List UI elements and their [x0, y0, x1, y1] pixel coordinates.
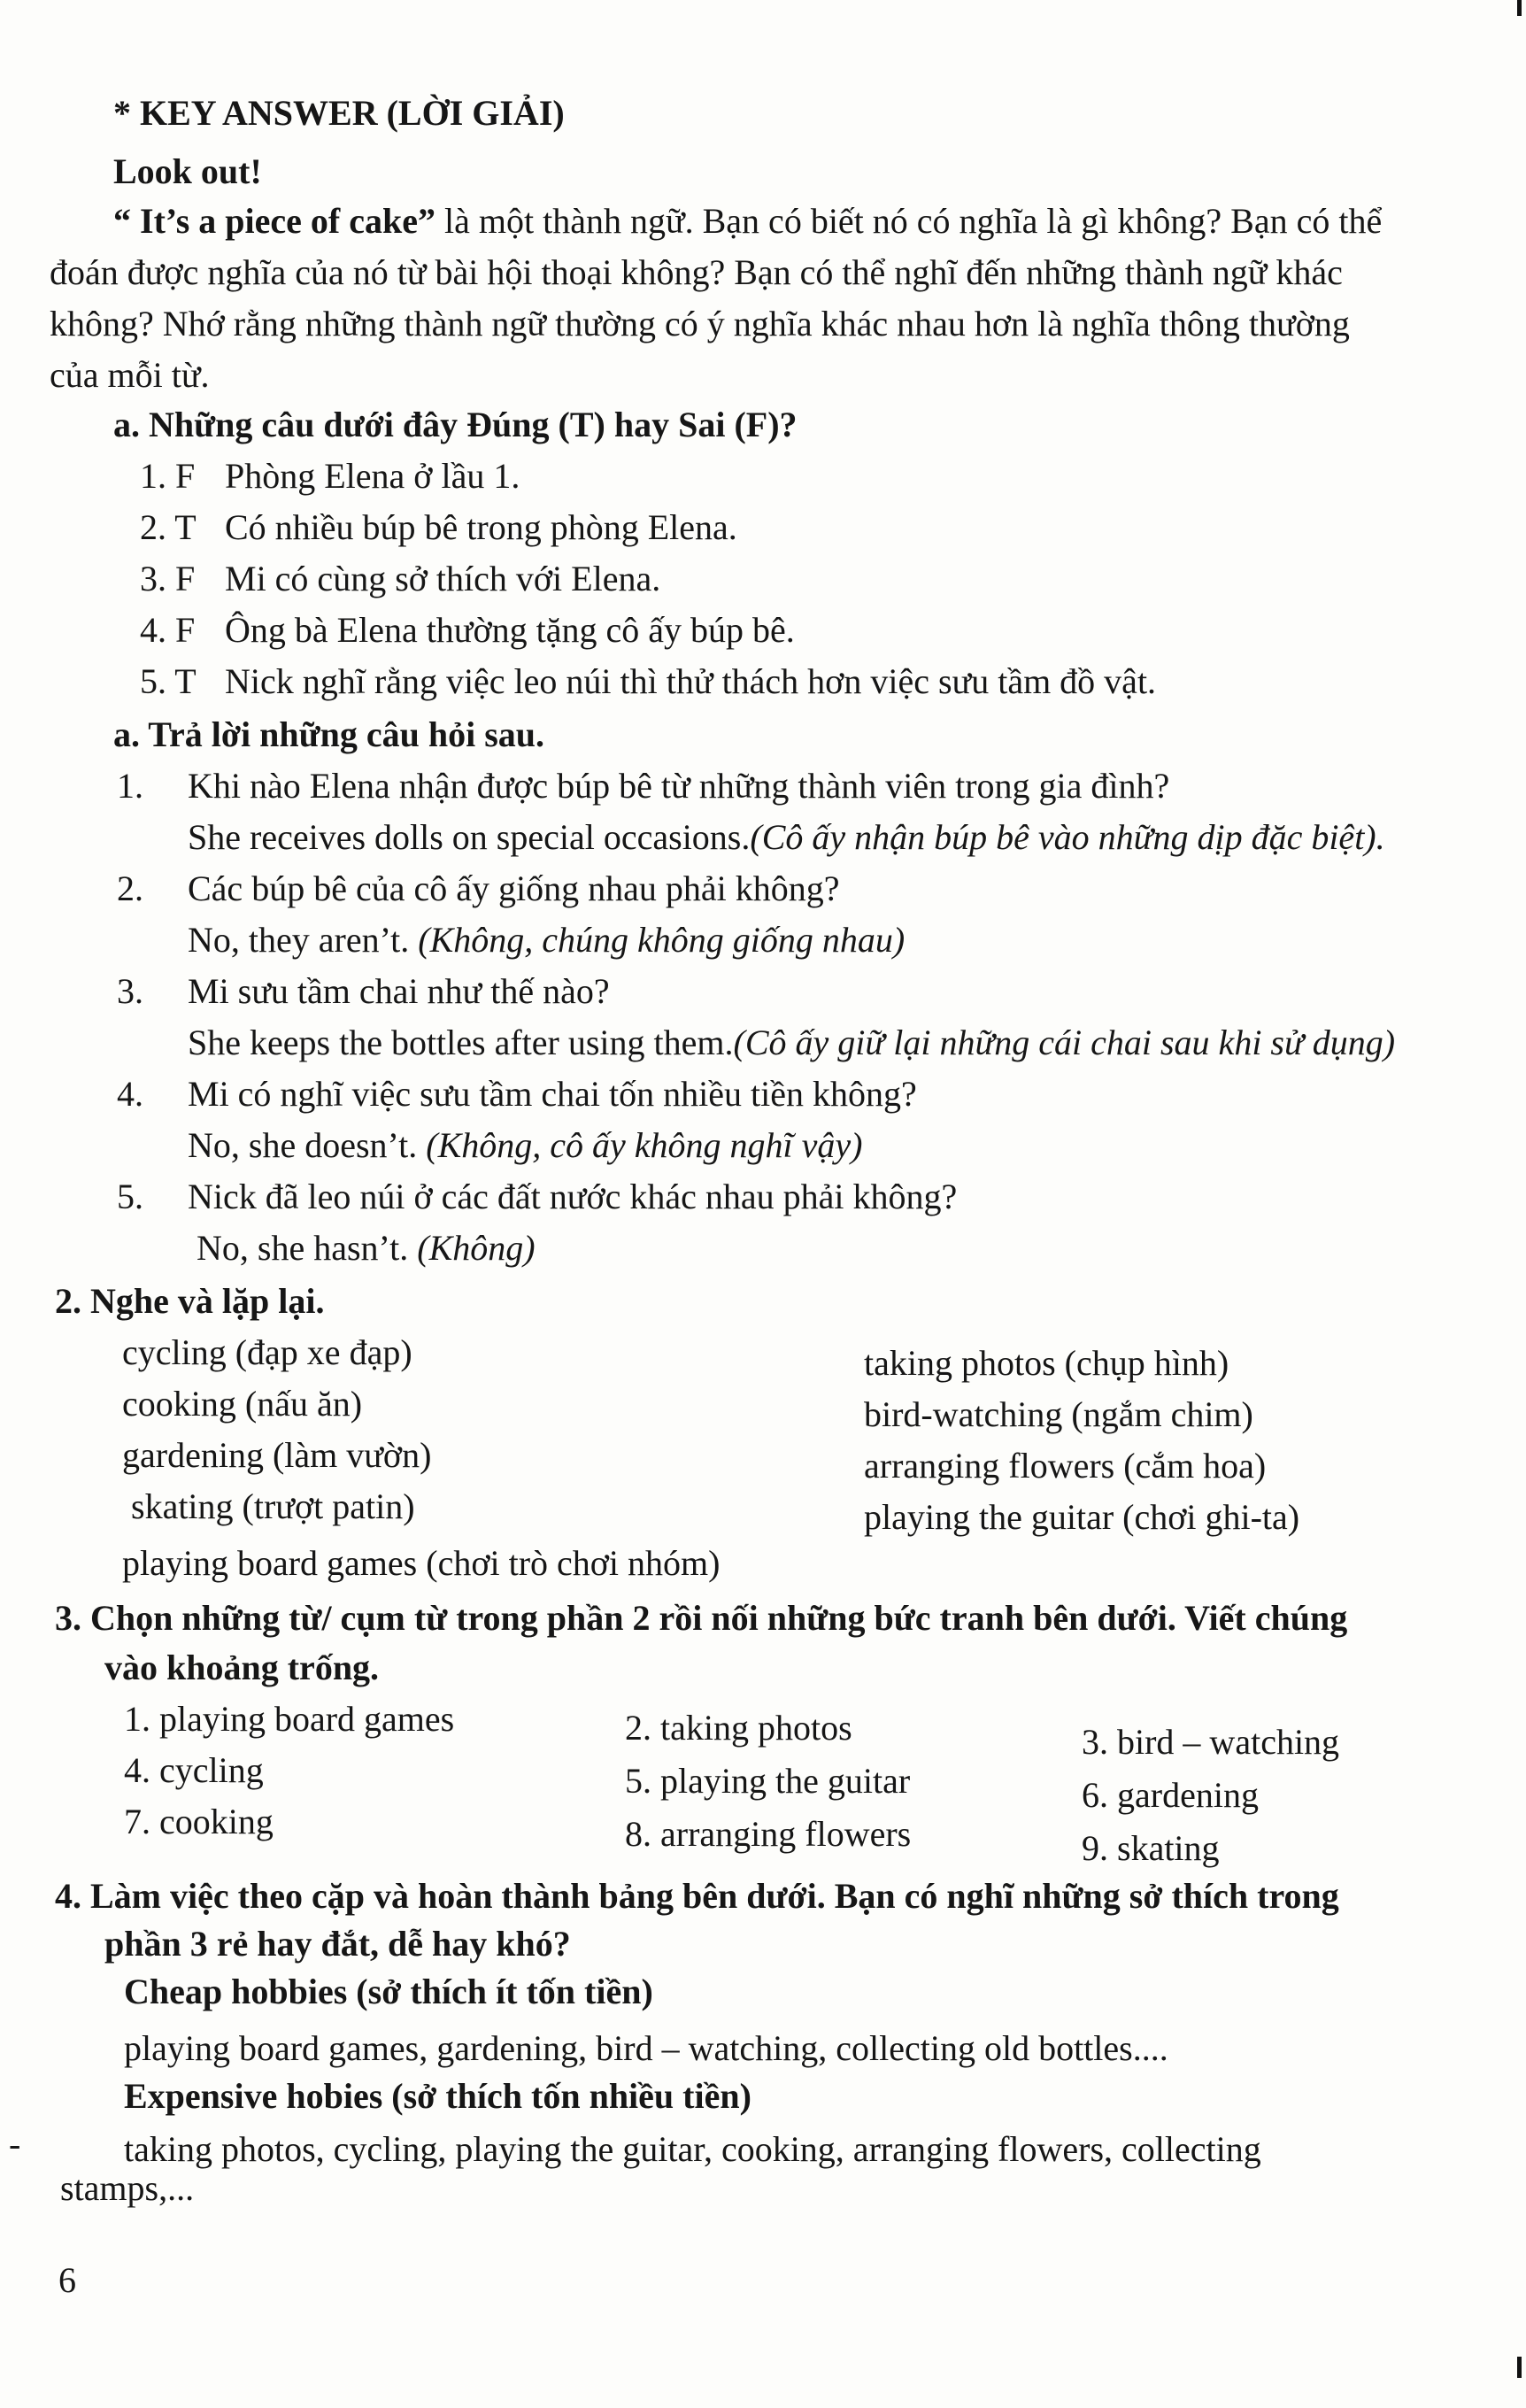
listen-repeat-title: 2. Nghe và lặp lại. [55, 1281, 325, 1321]
answer [188, 1022, 1395, 1064]
tf-text: Phòng Elena ở lầu 1. [225, 456, 520, 496]
expensive-hobbies-line-1: taking photos, cycling, playing the guitar, cooking, arranging flowers, collecting [124, 2129, 1261, 2169]
hobby-item: taking photos (chụp hình) [864, 1343, 1229, 1383]
tf-item [140, 660, 1156, 703]
picture-answer: 9. skating [1082, 1828, 1220, 1868]
tf-text: Mi có cùng sở thích với Elena. [225, 559, 661, 598]
hobby-item: cycling (đạp xe đạp) [122, 1332, 412, 1372]
scan-edge-mark-bottom [1517, 2357, 1522, 2378]
picture-answer: 4. cycling [124, 1750, 264, 1790]
tf-text: Ông bà Elena thường tặng cô ấy búp bê. [225, 610, 795, 650]
question [117, 1176, 957, 1218]
answer [188, 919, 905, 961]
answer-translation: (Cô ấy giữ lại những cái chai sau khi sử dụng) [733, 1023, 1396, 1062]
question-text: Nick đã leo núi ở các đất nước khác nhau phải không? [188, 1177, 958, 1216]
question-number: 1. [117, 766, 143, 806]
hobby-item: playing the guitar (chơi ghi-ta) [864, 1497, 1300, 1537]
question-number: 2. [117, 868, 143, 908]
answer-text: No, she doesn’t. [188, 1125, 418, 1165]
choose-words-title-1: 3. Chọn những từ/ cụm từ trong phần 2 rồi nối những bức tranh bên dưới. Viết chúng [55, 1598, 1348, 1638]
tf-text: Có nhiều búp bê trong phòng Elena. [225, 507, 737, 547]
hobby-item: skating (trượt patin) [131, 1486, 415, 1526]
hobby-item: arranging flowers (cắm hoa) [864, 1446, 1267, 1486]
hobby-item: cooking (nấu ăn) [122, 1384, 363, 1424]
answer-text: She receives dolls on special occasions. [188, 817, 751, 857]
tf-key: 5. T [140, 661, 197, 701]
hobby-item: gardening (làm vườn) [122, 1435, 432, 1475]
pair-work-title-1: 4. Làm việc theo cặp và hoàn thành bảng bên dưới. Bạn có nghĩ những sở thích trong [55, 1876, 1339, 1916]
question [117, 868, 839, 910]
look-out-line-3: không? Nhớ rằng những thành ngữ thường có ý nghĩa khác nhau hơn là nghĩa thông thường [50, 304, 1350, 343]
answer-questions-title: a. Trả lời những câu hỏi sau. [113, 714, 545, 754]
answer-translation: (Không) [417, 1228, 536, 1268]
hobby-item: bird-watching (ngắm chim) [864, 1394, 1253, 1434]
picture-answer: 5. playing the guitar [625, 1761, 911, 1801]
answer-translation: (Cô ấy nhận búp bê vào những dịp đặc biệt). [750, 817, 1385, 857]
cheap-hobbies-text: playing board games, gardening, bird – watching, collecting old bottles.... [124, 2028, 1168, 2068]
tf-item [140, 609, 795, 652]
tf-key: 2. T [140, 507, 197, 547]
answer [188, 816, 1385, 859]
choose-words-title-2: vào khoảng trống. [104, 1648, 380, 1687]
question-text: Mi sưu tầm chai như thế nào? [188, 971, 610, 1011]
answer-translation: (Không, chúng không giống nhau) [418, 920, 906, 960]
look-out-line-1 [113, 200, 1382, 243]
expensive-hobbies-line-2: stamps,... [60, 2168, 195, 2208]
page-number: 6 [58, 2260, 76, 2300]
question [117, 1073, 917, 1115]
look-out-title: Look out! [113, 151, 262, 191]
question-number: 3. [117, 971, 143, 1011]
expensive-hobbies-title: Expensive hobies (sở thích tốn nhiều tiền) [124, 2076, 751, 2116]
look-out-line-4: của mỗi từ. [50, 355, 210, 395]
look-out-line-1-text: là một thành ngữ. Bạn có biết nó có nghĩa là gì không? Bạn có thể [443, 201, 1383, 241]
hobby-item: playing board games (chơi trò chơi nhóm) [122, 1543, 721, 1583]
tf-key: 3. F [140, 559, 196, 598]
key-answer-heading: * KEY ANSWER (LỜI GIẢI) [113, 93, 565, 133]
question-number: 4. [117, 1074, 143, 1114]
tf-item [140, 558, 660, 600]
picture-answer: 8. arranging flowers [625, 1814, 912, 1854]
question-text: Các búp bê của cô ấy giống nhau phải không? [188, 868, 840, 908]
picture-answer: 6. gardening [1082, 1775, 1259, 1815]
answer-text: She keeps the bottles after using them. [188, 1023, 734, 1062]
tf-item [140, 506, 737, 549]
picture-answer: 7. cooking [124, 1802, 274, 1841]
answer-translation: (Không, cô ấy không nghĩ vậy) [426, 1125, 863, 1165]
question [117, 970, 610, 1013]
pair-work-title-2: phần 3 rẻ hay đắt, dễ hay khó? [104, 1924, 571, 1964]
tf-key: 4. F [140, 610, 196, 650]
answer-text: No, she hasn’t. [197, 1228, 409, 1268]
tf-key: 1. F [140, 456, 196, 496]
cheap-hobbies-title: Cheap hobbies (sở thích ít tốn tiền) [124, 1972, 653, 2011]
question-text: Mi có nghĩ việc sưu tầm chai tốn nhiều tiền không? [188, 1074, 917, 1114]
answer [188, 1124, 862, 1167]
picture-answer: 1. playing board games [124, 1699, 455, 1739]
answer [197, 1227, 536, 1270]
margin-dash: - [9, 2124, 21, 2164]
scan-edge-mark-top [1517, 0, 1522, 16]
question-number: 5. [117, 1177, 143, 1216]
look-out-line-2: đoán được nghĩa của nó từ bài hội thoại không? Bạn có thể nghĩ đến những thành ngữ khác [50, 252, 1343, 292]
tf-item [140, 455, 520, 498]
picture-answer: 3. bird – watching [1082, 1722, 1340, 1762]
picture-answer: 2. taking photos [625, 1708, 852, 1748]
true-false-title: a. Những câu dưới đây Đúng (T) hay Sai (F)? [113, 405, 798, 444]
tf-text: Nick nghĩ rằng việc leo núi thì thử thách hơn việc sưu tầm đồ vật. [225, 661, 1157, 701]
question [117, 765, 1169, 807]
idiom-phrase: “ It’s a piece of cake” [113, 201, 435, 241]
answer-text: No, they aren’t. [188, 920, 410, 960]
question-text: Khi nào Elena nhận được búp bê từ những thành viên trong gia đình? [188, 766, 1170, 806]
